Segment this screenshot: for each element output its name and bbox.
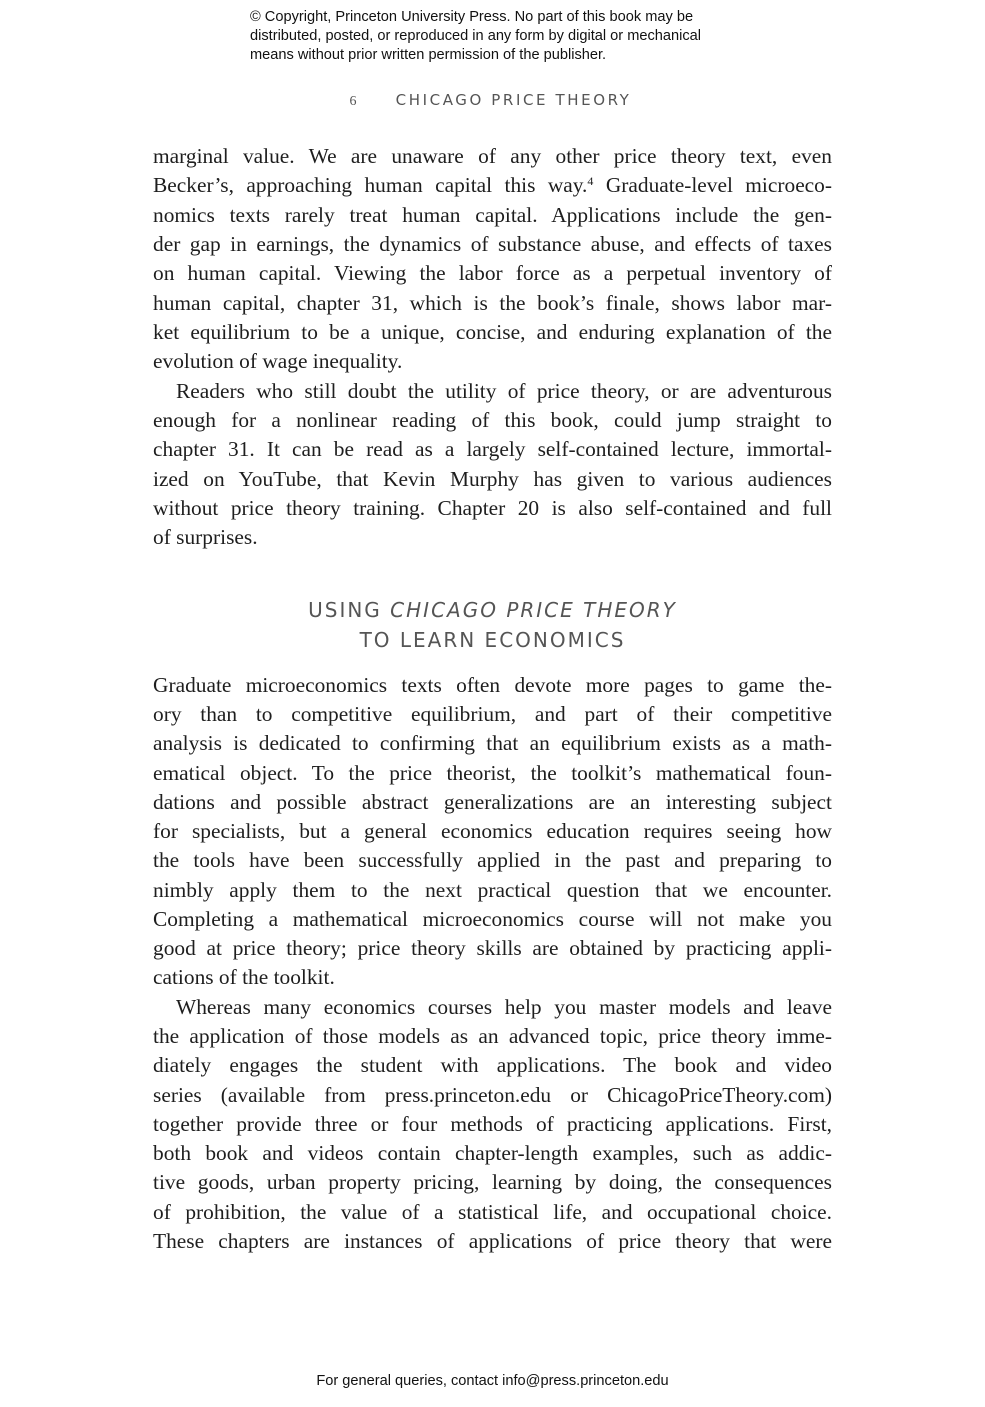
text-line: chapter 31. It can be read as a largely self-contained lecture, immortal-	[153, 437, 832, 461]
heading-book-title: CHICAGO PRICE THEORY	[390, 598, 677, 622]
copyright-line: means without prior written permission of the publisher.	[250, 47, 607, 63]
text-line: nomics texts rarely treat human capital. Applications include the gen-	[153, 203, 832, 227]
text-span: Graduate-level microeco-	[593, 173, 832, 197]
text-line: ory than to competitive equilibrium, and part of their competitive	[153, 702, 832, 726]
text-line: tive goods, urban property pricing, learning by doing, the consequences	[153, 1170, 832, 1194]
page-number: 6	[349, 94, 357, 109]
text-line: cations of the toolkit.	[153, 965, 335, 989]
text-line: human capital, chapter 31, which is the book’s finale, shows labor mar-	[153, 291, 832, 315]
text-line: the application of those models as an advanced topic, price theory imme-	[153, 1024, 832, 1048]
text-line: analysis is dedicated to confirming that an equilibrium exists as a math-	[153, 731, 832, 755]
text-line: dations and possible abstract generalizations are an interesting subject	[153, 790, 832, 814]
text-line: series (available from press.princeton.edu or ChicagoPriceTheory.com)	[153, 1083, 832, 1107]
heading-prefix: USING	[308, 598, 391, 622]
text-line: on human capital. Viewing the labor force as a perpetual inventory of	[153, 261, 832, 285]
text-line: Readers who still doubt the utility of price theory, or are adventurous	[176, 379, 832, 403]
text-line: diately engages the student with applications. The book and video	[153, 1053, 832, 1077]
text-line: both book and videos contain chapter-length examples, such as addic-	[153, 1141, 832, 1165]
copyright-notice	[250, 8, 770, 65]
text-line: ematical object. To the price theorist, the toolkit’s mathematical foun-	[153, 761, 832, 785]
text-line: of surprises.	[153, 525, 258, 549]
section-heading-line-2: TO LEARN ECONOMICS	[359, 628, 626, 652]
text-line: Graduate microeconomics texts often devote more pages to game the-	[153, 673, 832, 697]
text-line: ized on YouTube, that Kevin Murphy has given to various audiences	[153, 467, 832, 491]
running-head	[0, 90, 985, 110]
text-line: the tools have been successfully applied in the past and preparing to	[153, 848, 832, 872]
running-head-title: CHICAGO PRICE THEORY	[395, 91, 632, 109]
copyright-line: distributed, posted, or reproduced in any form by digital or mechanical	[250, 28, 702, 44]
text-line: marginal value. We are unaware of any other price theory text, even	[153, 144, 832, 168]
text-line: good at price theory; price theory skills are obtained by practicing appli-	[153, 936, 832, 960]
copyright-line: © Copyright, Princeton University Press. No part of this book may be	[250, 9, 694, 25]
text-line: ket equilibrium to be a unique, concise, and enduring explanation of the	[153, 320, 832, 344]
text-line: enough for a nonlinear reading of this book, could jump straight to	[153, 408, 832, 432]
text-line: These chapters are instances of applications of price theory that were	[153, 1229, 832, 1253]
text-line: Whereas many economics courses help you master models and leave	[176, 995, 832, 1019]
text-line: der gap in earnings, the dynamics of substance abuse, and effects of taxes	[153, 232, 832, 256]
text-line	[153, 172, 832, 198]
text-line: of prohibition, the value of a statistical life, and occupational choice.	[153, 1200, 832, 1224]
text-line: nimbly apply them to the next practical question that we encounter.	[153, 878, 832, 902]
text-line: without price theory training. Chapter 20 is also self-contained and full	[153, 496, 832, 520]
text-line: together provide three or four methods of practicing applications. First,	[153, 1112, 832, 1136]
footnote-ref[interactable]: 4	[587, 174, 594, 188]
text-line: Completing a mathematical microeconomics course will not make you	[153, 907, 832, 931]
text-line: for specialists, but a general economics education requires seeing how	[153, 819, 832, 843]
footer-contact: For general queries, contact info@press.princeton.edu	[316, 1373, 669, 1389]
text-span: Becker’s, approaching human capital this way.	[153, 173, 588, 197]
text-line: evolution of wage inequality.	[153, 349, 403, 373]
section-heading	[0, 597, 985, 623]
